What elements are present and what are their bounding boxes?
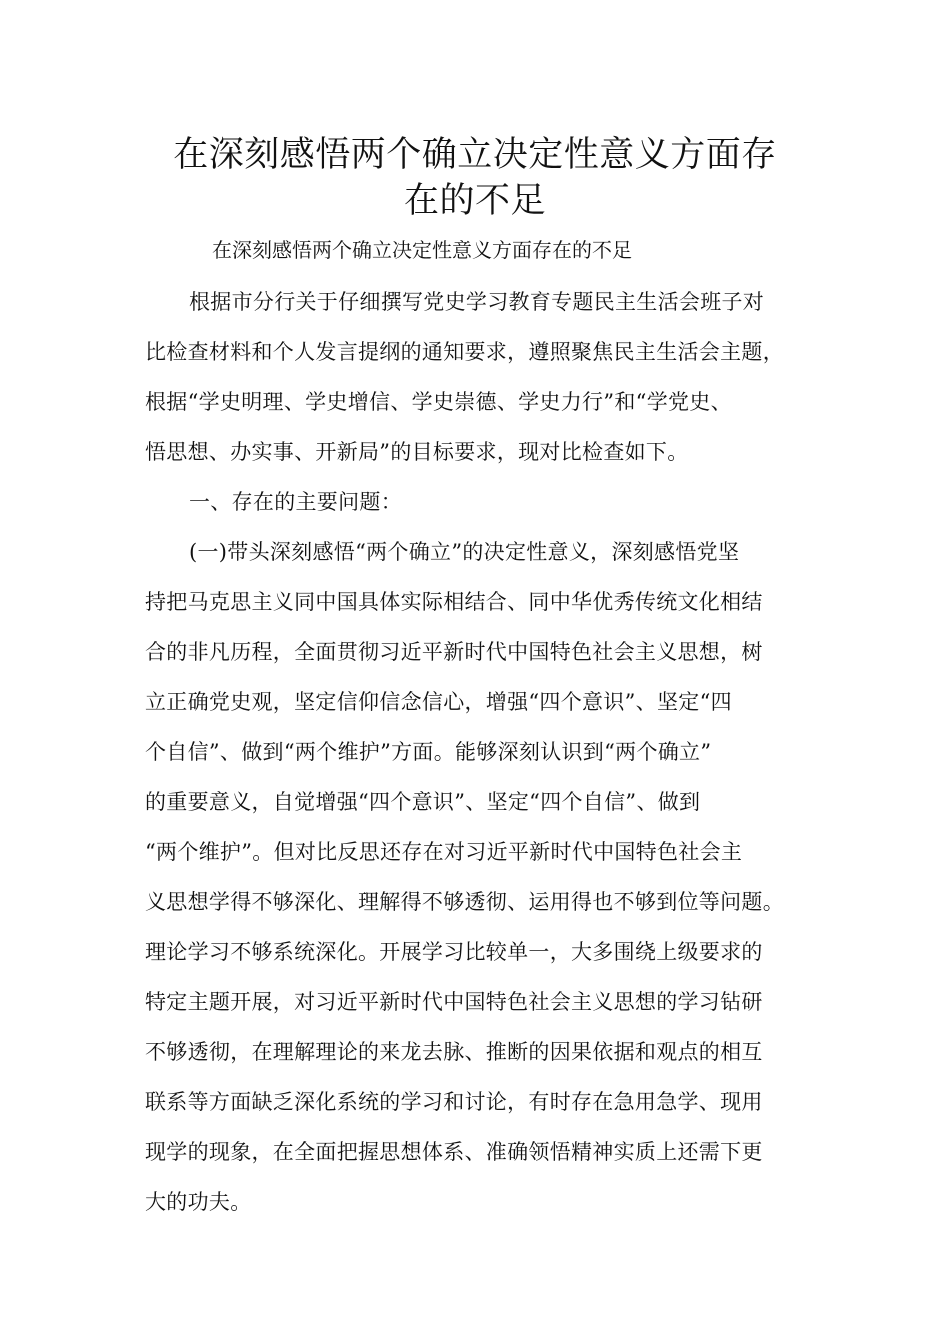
paragraph-line: 联系等方面缺乏深化系统的学习和讨论，有时存在急用急学、现用: [145, 1090, 763, 1114]
paragraph-line: 持把马克思主义同中国具体实际相结合、同中华优秀传统文化相结: [145, 590, 763, 614]
document-title: [120, 132, 830, 224]
title-line-2: 在的不足: [403, 181, 546, 221]
paragraph-line: 悟思想、办实事、开新局”的目标要求，现对比检查如下。: [145, 440, 689, 464]
section-heading: 一、存在的主要问题：: [189, 490, 402, 514]
paragraph-line: 的重要意义，自觉增强“四个意识”、坚定“四个自信”、做到: [145, 790, 701, 814]
paragraph-line: 根据“学史明理、学史增信、学史崇德、学史力行”和“学党史、: [145, 390, 732, 414]
paragraph-line: (一)带头深刻感悟“两个确立”的决定性意义，深刻感悟党坚: [189, 540, 740, 564]
document-subtitle: 在深刻感悟两个确立决定性意义方面存在的不足: [212, 238, 632, 262]
paragraph-line: “两个维护”。但对比反思还存在对习近平新时代中国特色社会主: [145, 840, 743, 864]
paragraph-line: 个自信”、做到“两个维护”方面。能够深刻认识到“两个确立”: [145, 740, 712, 764]
paragraph-line: 理论学习不够系统深化。开展学习比较单一，大多围绕上级要求的: [145, 940, 763, 964]
paragraph-line: 根据市分行关于仔细撰写党史学习教育专题民主生活会班子对: [189, 290, 765, 314]
paragraph-line: 不够透彻，在理解理论的来龙去脉、推断的因果依据和观点的相互: [145, 1040, 763, 1064]
paragraph-line: 现学的现象，在全面把握思想体系、准确领悟精神实质上还需下更: [145, 1140, 763, 1164]
paragraph-line: 大的功夫。: [145, 1190, 252, 1214]
paragraph-line: 立正确党史观，坚定信仰信念信心，增强“四个意识”、坚定“四: [145, 690, 732, 714]
document-body: [145, 286, 835, 1236]
paragraph-line: 比检查材料和个人发言提纲的通知要求，遵照聚焦民主生活会主题，: [145, 340, 784, 364]
paragraph-line: 义思想学得不够深化、理解得不够透彻、运用得也不够到位等问题。: [145, 890, 784, 914]
title-line-1: 在深刻感悟两个确立决定性意义方面存: [173, 135, 777, 175]
paragraph-line: 合的非凡历程，全面贯彻习近平新时代中国特色社会主义思想，树: [145, 640, 763, 664]
paragraph-line: 特定主题开展，对习近平新时代中国特色社会主义思想的学习钻研: [145, 990, 763, 1014]
